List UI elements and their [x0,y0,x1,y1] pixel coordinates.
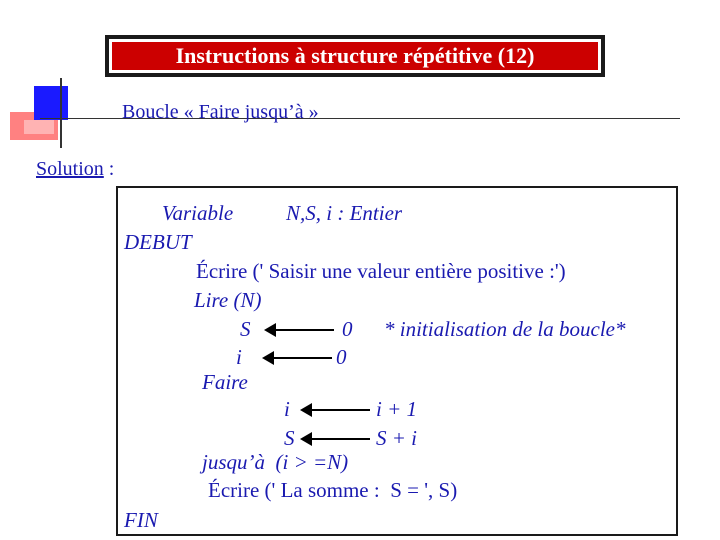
code-assign-i-loop-var: i [284,397,290,421]
solution-heading [36,158,114,181]
decor-vertical-line [60,78,62,148]
slide-title: Instructions à structure répétitive (12) [175,43,535,68]
left-arrow-icon [300,400,372,420]
title-box [105,35,605,77]
left-arrow-icon [300,429,372,449]
code-ecrire-somme: Écrire (' La somme : S = ', S) [208,478,458,502]
code-ecrire-saisie: Écrire (' Saisir une valeur entière positive :') [196,259,566,283]
code-assign-s-value: 0 [342,317,353,341]
code-fin: FIN [124,508,158,532]
code-assign-s-var: S [240,317,251,341]
solution-label: Solution [36,158,104,180]
decor-blue-square [34,86,68,120]
code-lire: Lire (N) [194,288,262,312]
code-variable-declaration: N,S, i : Entier [286,201,403,225]
code-assign-s-loop-value: S + i [376,426,418,450]
code-assign-i-value: 0 [336,345,347,369]
decor-light-pink-square [24,120,54,134]
code-assign-i-loop-value: i + 1 [376,397,418,421]
code-variable-keyword: Variable [162,201,234,225]
code-debut: DEBUT [124,230,192,254]
code-jusqua: jusqu’à (i > =N) [202,450,349,474]
title-banner [112,42,598,70]
left-arrow-icon [264,320,336,340]
code-assign-s-loop-var: S [284,426,295,450]
code-comment-init: * initialisation de la boucle* [384,317,626,341]
left-arrow-icon [262,348,334,368]
code-assign-i-var: i [236,345,242,369]
slide-subtitle: Boucle « Faire jusqu’à » [122,101,319,123]
solution-colon: : [103,158,115,180]
code-faire: Faire [202,370,248,394]
